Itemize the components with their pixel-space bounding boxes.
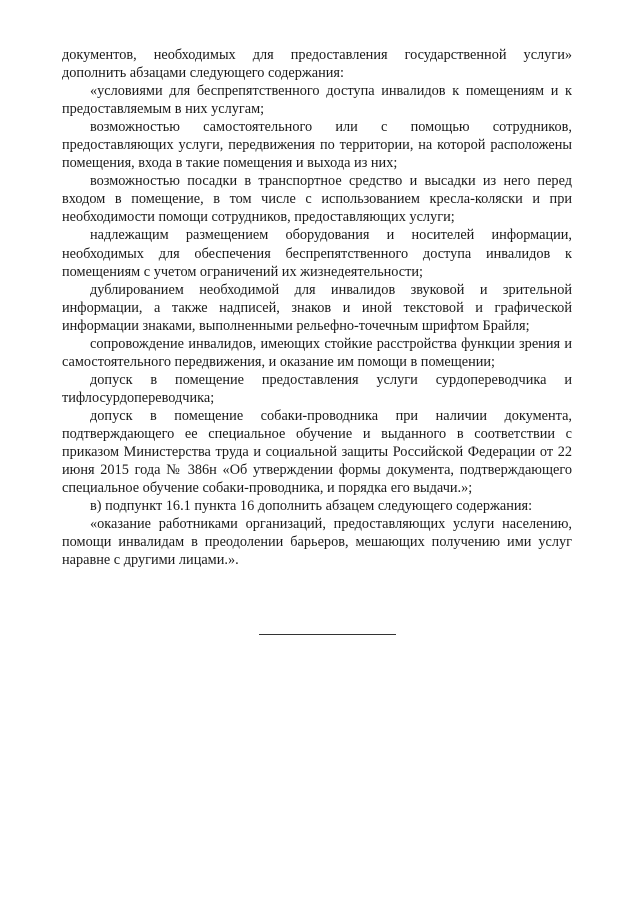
paragraph-transport: возможностью посадки в транспортное средство и высадки из него перед входом в помещение, в том числе с использованием кресла-коляски и при необходимости помощи сотрудников, предоставляющих услуги;: [62, 173, 572, 226]
paragraph-duplication: дублированием необходимой для инвалидов звуковой и зрительной информации, а также надписей, знаков и иной текстовой и графической информации знаками, выполненными рельефно-точечным шрифтом Брайля;: [62, 281, 572, 334]
paragraph-access-conditions: «условиями для беспрепятственного доступа инвалидов к помещениям и к предоставляемым в них услугам;: [62, 83, 572, 118]
paragraph-interpreter: допуск в помещение предоставления услуги сурдопереводчика и тифлосурдопереводчика;: [62, 371, 572, 406]
paragraph-movement: возможностью самостоятельного или с помощью сотрудников, предоставляющих услуги, передвижения по территории, на которой расположены помещения, входа в такие помещения и выхода из них;: [62, 119, 572, 172]
paragraph-escort: сопровождение инвалидов, имеющих стойкие расстройства функции зрения и самостоятельного передвижения, и оказание им помощи в помещении;: [62, 335, 572, 370]
paragraph-equipment: надлежащим размещением оборудования и носителей информации, необходимых для обеспечения беспрепятственного доступа инвалидов к помещениям с учетом ограничений их жизнедеятельности;: [62, 227, 572, 280]
paragraph-continuation: документов, необходимых для предоставления государственной услуги» дополнить абзацами следующего содержания:: [62, 47, 572, 82]
paragraph-subclause: в) подпункт 16.1 пункта 16 дополнить абзацем следующего содержания:: [90, 498, 533, 515]
paragraph-guide-dog: допуск в помещение собаки-проводника при наличии документа, подтверждающего ее специальное обучение и выданного в соответствии с приказом Министерства труда и социальной защиты Российской Федерации от 22 июня 2015 года № 386н «Об утверждении формы документа, подтверждающего специальное обучение собаки-проводника, и порядка его выдачи.»;: [62, 407, 572, 497]
paragraph-assistance: «оказание работниками организаций, предоставляющих услуги населению, помощи инвалидам в преодолении барьеров, мешающих получению ими услуг наравне с другими лицами.».: [62, 516, 572, 569]
document-body: [62, 46, 572, 569]
closing-divider-line: [259, 634, 396, 635]
